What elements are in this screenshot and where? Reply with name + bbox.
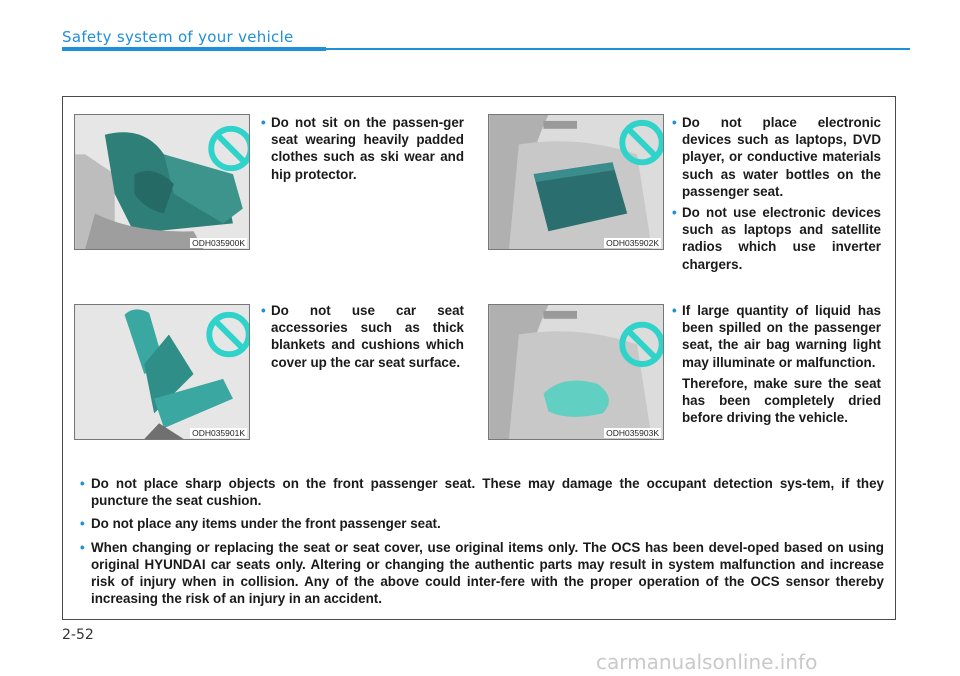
figure-code: ODH035901K — [192, 428, 245, 438]
note-text: Do not use car seat accessories such as thick blankets and cushions which cover up the car seat surface. — [271, 303, 464, 370]
note-text: Therefore, make sure the seat has been completely dried before driving the vehicle. — [682, 375, 881, 426]
note-text: Do not use electronic devices such as laptops and satellite radios which use inverter chargers. — [682, 205, 881, 272]
note-seat-accessories: • Do not use car seat accessories such as thick blankets and cushions which cover up the car seat surface. — [261, 303, 464, 370]
figure-code: ODH035902K — [606, 238, 659, 248]
figure-seat-cover — [74, 304, 250, 440]
figure-code: ODH035903K — [606, 428, 659, 438]
figure-heavy-clothes — [74, 114, 250, 250]
note-heavy-clothes: • Do not sit on the passen-ger seat wearing heavily padded clothes such as ski wear and hip protector. — [261, 115, 464, 182]
note-liquid: • If large quantity of liquid has been spilled on the passenger seat, the air bag warning light may illuminate or malfunction. Therefore, make sure the seat has been completely dried before driving the vehicle. — [672, 303, 881, 426]
note-text: Do not sit on the passen-ger seat wearing heavily padded clothes such as ski wear and hip protector. — [271, 115, 464, 182]
page-number: 2-52 — [62, 627, 94, 643]
laptop-seat-illustration — [489, 115, 663, 249]
section-title: Safety system of your vehicle — [62, 28, 294, 46]
list-item: • When changing or replacing the seat or seat cover, use original items only. The OCS has been devel-oped based on using original HYUNDAI car seats only. Altering or changing the authentic parts may result in system malfunction and increase risk of injury when in collision. Any of the above could inter-fere with the proper operation of the OCS sensor thereby increasing the risk of an injury in an accident. — [80, 539, 884, 607]
note-electronics: • Do not place electronic devices such as laptops, DVD player, or conductive materials such as water bottles on the passenger seat. • Do not use electronic devices such as laptops and satellite radios which use inverter chargers. — [672, 115, 881, 272]
heavy-clothes-illustration — [75, 115, 249, 249]
figure-liquid-spill — [488, 304, 664, 440]
note-text: Do not place electronic devices such as laptops, DVD player, or conductive materials such as water bottles on the passenger seat. — [682, 115, 881, 199]
header-rule-thin — [326, 48, 910, 50]
bottom-bullet-list — [80, 475, 884, 613]
list-item: • Do not place any items under the front passenger seat. — [80, 516, 441, 532]
watermark: carmanualsonline.info — [596, 650, 818, 674]
figure-laptop-on-seat — [488, 114, 664, 250]
list-item: • Do not place sharp objects on the front passenger seat. These may damage the occupant detection sys-tem, if they puncture the seat cushion. — [80, 476, 884, 509]
seat-cover-illustration — [75, 305, 249, 439]
note-text: If large quantity of liquid has been spilled on the passenger seat, the air bag warning light may illuminate or malfunction. — [682, 303, 881, 370]
liquid-spill-illustration — [489, 305, 663, 439]
figure-code: ODH035900K — [192, 238, 245, 248]
header-rule-thick — [62, 47, 326, 51]
